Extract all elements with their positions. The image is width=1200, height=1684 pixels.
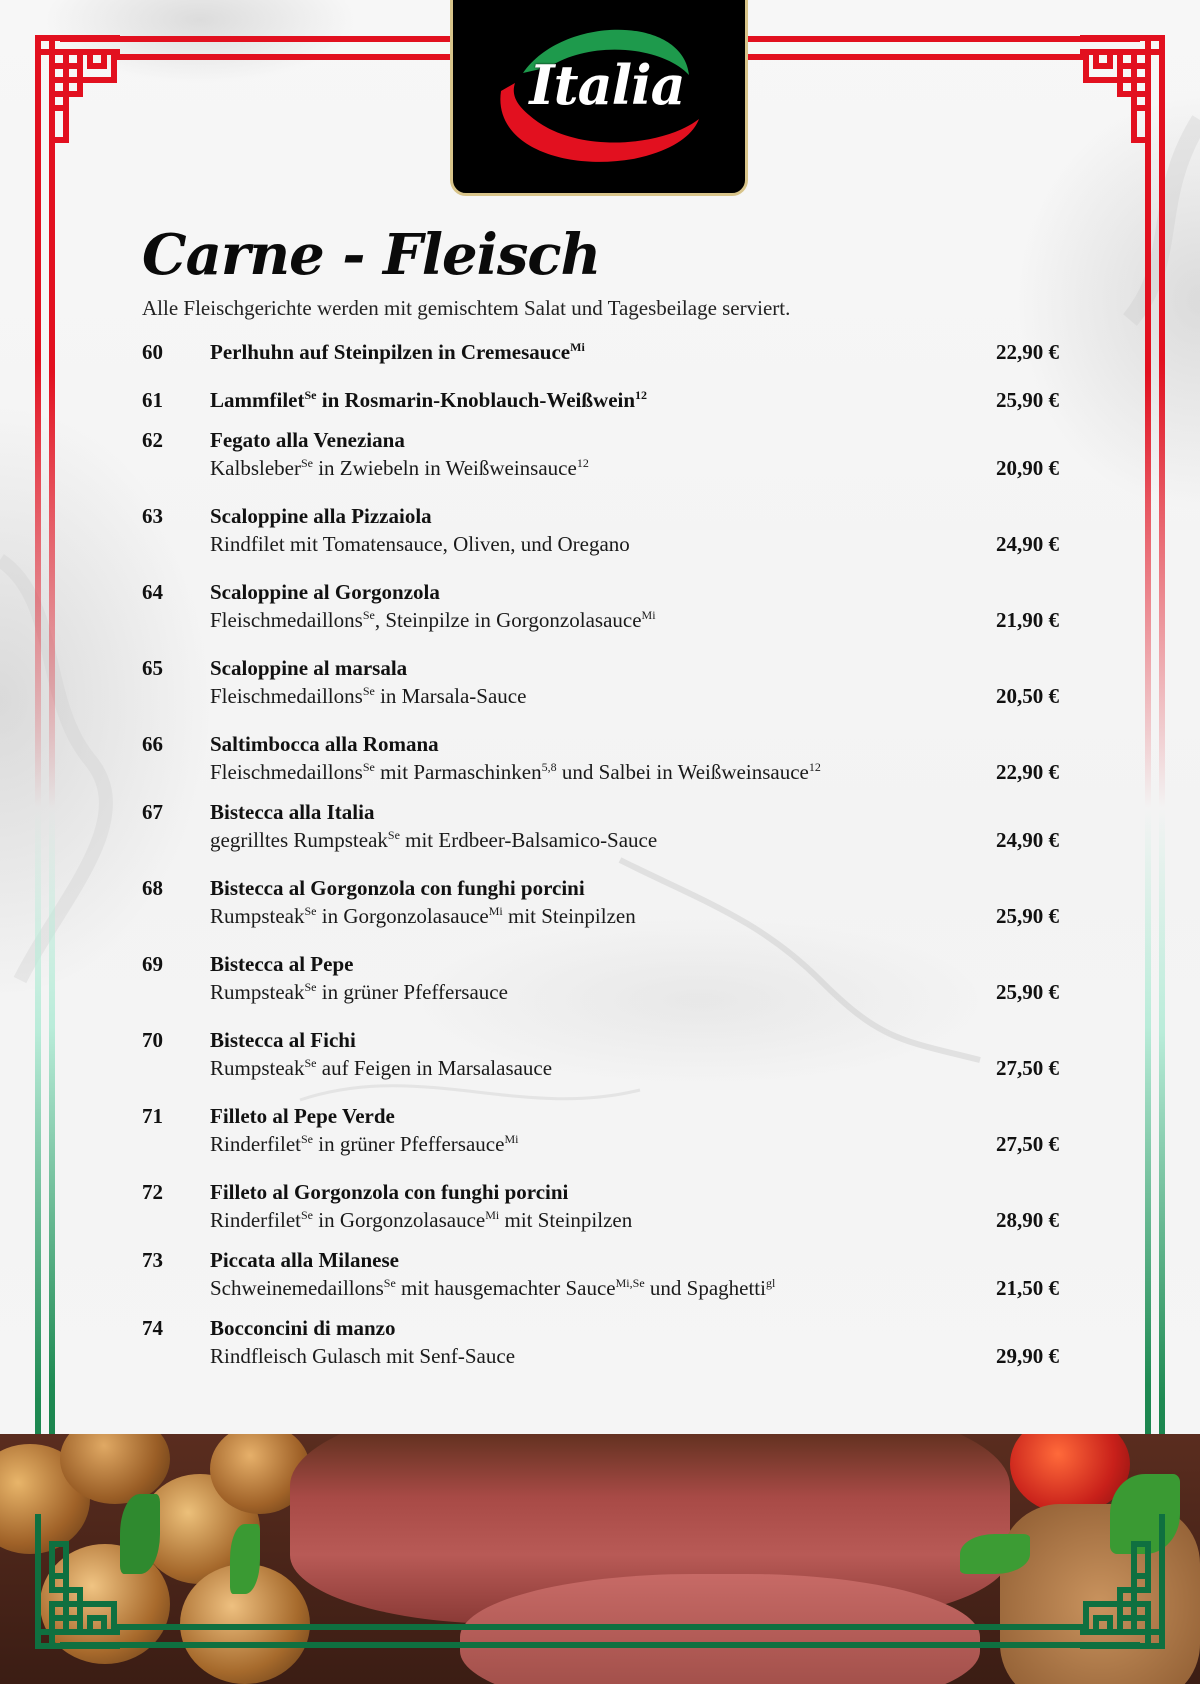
item-name: [210, 1180, 568, 1205]
menu-item: [0, 1180, 1200, 1236]
item-name-text: Piccata alla Milanese: [210, 1248, 399, 1272]
item-name: [210, 428, 405, 453]
menu-item: [0, 800, 1200, 856]
item-name-text: Scaloppine al Gorgonzola: [210, 580, 440, 604]
item-description: [210, 1208, 632, 1233]
item-name: [210, 340, 585, 365]
item-name-text: Perlhuhn auf Steinpilzen in Cremesauce: [210, 340, 571, 364]
item-description: [210, 684, 526, 709]
allergen-superscript: gl: [765, 1276, 776, 1290]
item-name: [210, 732, 439, 757]
allergen-superscript: Mi: [504, 1132, 519, 1146]
item-price: 25,90 €: [996, 388, 1059, 412]
item-price: 28,90 €: [996, 1208, 1059, 1232]
text-part: in Gorgonzolasauce: [316, 904, 489, 928]
text-part: Lammfilet: [210, 388, 305, 412]
menu-item: [0, 1028, 1200, 1084]
frame-line-bottom-inner: [115, 1624, 1085, 1630]
allergen-superscript: Mi: [641, 608, 656, 622]
text-part: und Spaghetti: [644, 1276, 766, 1300]
text-part: mit Steinpilzen: [502, 904, 636, 928]
item-number: 66: [142, 732, 163, 756]
text-part: in Marsala-Sauce: [374, 684, 527, 708]
item-description: [210, 456, 589, 481]
item-price: 25,90 €: [996, 980, 1059, 1004]
item-description: [210, 1132, 518, 1157]
item-description: [210, 828, 657, 853]
item-name-text: Scaloppine al marsala: [210, 656, 408, 680]
allergen-superscript: 12: [808, 760, 821, 774]
item-description: [210, 760, 821, 785]
corner-ornament-bottom-left: [30, 1514, 120, 1654]
item-name-text: Bistecca al Gorgonzola con funghi porcini: [210, 876, 585, 900]
menu-item: [0, 732, 1200, 788]
item-name: [210, 1028, 356, 1053]
item-price: 22,90 €: [996, 760, 1059, 784]
item-name: [210, 580, 440, 605]
frame-line-bottom-outer: [60, 1642, 1140, 1648]
item-name: [210, 388, 647, 413]
allergen-superscript: Se: [300, 456, 313, 470]
text-part: mit hausgemachter Sauce: [395, 1276, 616, 1300]
allergen-superscript: Se: [362, 760, 375, 774]
menu-item: [0, 876, 1200, 932]
allergen-superscript: Mi: [485, 1208, 500, 1222]
text-part: mit Steinpilzen: [499, 1208, 633, 1232]
text-part: Fleischmedaillons: [210, 608, 363, 632]
menu-item: [0, 504, 1200, 560]
item-name-text: Bistecca alla Italia: [210, 800, 375, 824]
item-price: 24,90 €: [996, 828, 1059, 852]
text-part: Schweinemedaillons: [210, 1276, 384, 1300]
item-description: [210, 1276, 775, 1301]
item-number: 60: [142, 340, 163, 364]
allergen-superscript: Se: [304, 1056, 317, 1070]
text-part: mit Parmaschinken: [374, 760, 542, 784]
text-part: gegrilltes Rumpsteak: [210, 828, 388, 852]
item-price: 22,90 €: [996, 340, 1059, 364]
corner-ornament-bottom-right: [1080, 1514, 1170, 1654]
item-price: 27,50 €: [996, 1056, 1059, 1080]
item-number: 69: [142, 952, 163, 976]
item-description: [210, 904, 636, 929]
item-price: 20,50 €: [996, 684, 1059, 708]
menu-item: [0, 656, 1200, 712]
item-number: 71: [142, 1104, 163, 1128]
item-name: [210, 504, 432, 529]
text-part: mit Erdbeer-Balsamico-Sauce: [399, 828, 658, 852]
allergen-superscript: Se: [383, 1276, 396, 1290]
item-name: [210, 1316, 396, 1341]
item-number: 72: [142, 1180, 163, 1204]
item-number: 62: [142, 428, 163, 452]
allergen-superscript: 12: [576, 456, 589, 470]
item-name-text: Bistecca al Pepe: [210, 952, 354, 976]
text-part: , Steinpilze in Gorgonzolasauce: [374, 608, 642, 632]
item-name: [210, 952, 353, 977]
item-name-text: Filleto al Gorgonzola con funghi porcini: [210, 1180, 569, 1204]
text-part: Fleischmedaillons: [210, 760, 363, 784]
item-description: [210, 608, 656, 633]
logo-text: Italia: [529, 53, 685, 117]
allergen-superscript: Se: [300, 1208, 313, 1222]
item-price: 25,90 €: [996, 904, 1059, 928]
item-name: [210, 1248, 399, 1273]
section-subtitle: Alle Fleischgerichte werden mit gemischtem Salat und Tagesbeilage serviert.: [142, 296, 791, 320]
item-number: 68: [142, 876, 163, 900]
text-part: Rindfleisch Gulasch mit Senf-Sauce: [210, 1344, 516, 1368]
menu-item: [0, 580, 1200, 636]
item-name-text: Filleto al Pepe Verde: [210, 1104, 395, 1128]
corner-ornament-top-right: [1080, 30, 1170, 170]
allergen-superscript: 12: [635, 388, 648, 402]
item-name-text: Bocconcini di manzo: [210, 1316, 396, 1340]
item-price: 29,90 €: [996, 1344, 1059, 1368]
allergen-superscript: Se: [304, 980, 317, 994]
item-description: [210, 532, 630, 557]
item-name-text: Bistecca al Fichi: [210, 1028, 356, 1052]
allergen-superscript: Se: [387, 828, 400, 842]
text-part: Rumpsteak: [210, 1056, 305, 1080]
item-number: 73: [142, 1248, 163, 1272]
italia-logo: [450, 0, 748, 196]
item-number: 61: [142, 388, 163, 412]
item-name-text: Saltimbocca alla Romana: [210, 732, 439, 756]
allergen-superscript: Mi: [570, 340, 585, 354]
item-price: 24,90 €: [996, 532, 1059, 556]
section-title: Carne - Fleisch: [142, 222, 601, 288]
text-part: Rinderfilet: [210, 1132, 301, 1156]
menu-item: [0, 952, 1200, 1008]
text-part: Kalbsleber: [210, 456, 301, 480]
text-part: Fleischmedaillons: [210, 684, 363, 708]
allergen-superscript: Se: [304, 388, 317, 402]
allergen-superscript: Se: [362, 684, 375, 698]
text-part: Rumpsteak: [210, 904, 305, 928]
text-part: in Rosmarin-Knoblauch-Weißwein: [316, 388, 636, 412]
item-name: [210, 800, 374, 825]
allergen-superscript: 5,8: [541, 760, 557, 774]
text-part: Rinderfilet: [210, 1208, 301, 1232]
item-name: [210, 876, 585, 901]
item-price: 20,90 €: [996, 456, 1059, 480]
item-name-text: Scaloppine alla Pizzaiola: [210, 504, 432, 528]
menu-item: [0, 1248, 1200, 1304]
item-description: [210, 1056, 552, 1081]
menu-item: [0, 1104, 1200, 1160]
item-number: 63: [142, 504, 163, 528]
allergen-superscript: Mi: [488, 904, 503, 918]
allergen-superscript: Mi,Se: [615, 1276, 645, 1290]
allergen-superscript: Se: [304, 904, 317, 918]
item-price: 27,50 €: [996, 1132, 1059, 1156]
item-price: 21,50 €: [996, 1276, 1059, 1300]
item-description: [210, 1344, 515, 1369]
item-name-text: Fegato alla Veneziana: [210, 428, 405, 452]
text-part: in Zwiebeln in Weißweinsauce: [312, 456, 577, 480]
allergen-superscript: Se: [362, 608, 375, 622]
item-number: 74: [142, 1316, 163, 1340]
item-description: [210, 980, 508, 1005]
item-name: [210, 656, 407, 681]
text-part: in grüner Pfeffersauce: [316, 980, 508, 1004]
text-part: Rumpsteak: [210, 980, 305, 1004]
corner-ornament-top-left: [30, 30, 120, 170]
allergen-superscript: Se: [300, 1132, 313, 1146]
menu-item: [0, 428, 1200, 484]
menu-item: [0, 1316, 1200, 1372]
text-part: und Salbei in Weißweinsauce: [556, 760, 809, 784]
item-number: 65: [142, 656, 163, 680]
item-name: [210, 1104, 395, 1129]
text-part: auf Feigen in Marsalasauce: [316, 1056, 553, 1080]
item-number: 67: [142, 800, 163, 824]
text-part: in Gorgonzolasauce: [312, 1208, 486, 1232]
text-part: in grüner Pfeffersauce: [312, 1132, 505, 1156]
item-price: 21,90 €: [996, 608, 1059, 632]
item-number: 70: [142, 1028, 163, 1052]
text-part: Rindfilet mit Tomatensauce, Oliven, und Oregano: [210, 532, 630, 556]
item-number: 64: [142, 580, 163, 604]
